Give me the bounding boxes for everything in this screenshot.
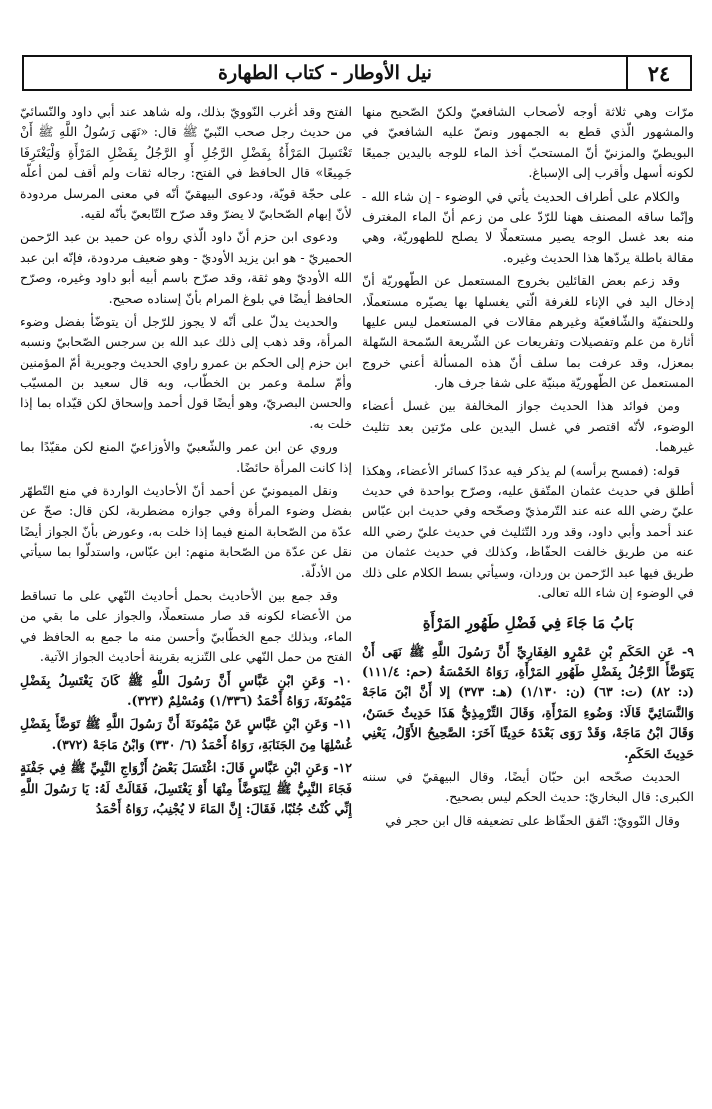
section-heading: بَابُ مَا جَاءَ فِي فَضْلِ طَهُورِ المَرْأَةِ bbox=[422, 614, 634, 633]
paragraph: والكلام على أطراف الحديث يأتي في الوضوء - إن شاء الله - وإنّما ساقه المصنف ههنا للرّدّ على من زعم أنّ الماء المغترف منه بعد غسل الوجه يصير مستعملًا لا يصلح للطهوريّة، وهي مقالة باطلة يردّها هذا الحديث وغيره. bbox=[362, 188, 694, 265]
paragraph: ونقل الميمونيّ عن أحمد أنّ الأحاديث الواردة في منع التّطهّر بفضل وضوء المرأة وفي جوازه مضطربة، لكن قال: صحّ عن عدّة من الصّحابة المنع فيما إذا خلت به، وعورض بأنّ الجواز أيضًا نقل عن عدّة من الصّحابة منهم: ابن عبّاس، واستدلّوا بما سيأتي من الأدلّة. bbox=[20, 483, 352, 580]
paragraph: وقال النّوويّ: اتّفق الحفّاظ على تضعيفه قال ابن حجر في bbox=[385, 812, 680, 828]
page-number: ٢٤ bbox=[626, 57, 690, 89]
paragraph: الفتح وقد أغرب النّوويّ بذلك، وله شاهد عند أبي داود والنّسائيّ من حديث رجل صحب النّبيّ ﷺ قال: «نَهَى رَسُولُ اللَّهِ ﷺ أَنْ تَغْتَسِلَ المَرْأَةُ بِفَضْلِ الرَّجُلِ أَوِ الرَّجُلُ بِفَضْلِ المَرْأَةِ وَلْيَغْتَرِفَا جَمِيعًا» قال الحافظ في الفتح: رجاله ثقات ولم أقف لمن أعلّه على حجّة قويّة، ودعوى البيهقيّ أنّه في معنى المرسل مردودة لأنّ إبهام الصّحابيّ لا يضرّ وقد صرّح التّابعيّ بأنّه لقيه. bbox=[20, 104, 352, 221]
left-column bbox=[20, 102, 352, 1102]
paragraph: وقد جمع بين الأحاديث بحمل أحاديث النّهي على ما تساقط من الأعضاء لكونه قد صار مستعملًا، والجواز على ما بقي من الماء، وبذلك جمع الخطّابيّ وأحسن منه ما جمع به الحافظ في الفتح من حمل النّهي على التّنزيه بقرينة أحاديث الجواز الآتية. bbox=[20, 587, 352, 665]
paragraph: الحديث صحّحه ابن حبّان أيضًا، وقال البيهقيّ في سننه الكبرى: قال البخاريّ: حديث الحكم ليس بصحيح. bbox=[362, 769, 694, 805]
hadith-text: ١٠- وَعَنِ ابْنِ عَبَّاسٍ أَنَّ رَسُولَ اللَّهِ ﷺ كَانَ يَغْتَسِلُ بِفَضْلِ مَيْمُونَةَ، رَوَاهُ أَحْمَدُ (١/٣٣٦) وَمُسْلِمٌ (٣٢٣). bbox=[20, 672, 352, 708]
paragraph: ودعوى ابن حزم أنّ داود الّذي رواه عن حميد بن عبد الرّحمن الحميريّ - هو ابن يزيد الأوديّ - وهو ضعيف مردودة، فإنّه ابن عبد الله الأوديّ وهو ثقة، وقد صرّح باسم أبيه أبو داود وغيره، وصرّح الحافظ أيضًا في بلوغ المرام بأنّ إسناده صحيح. bbox=[20, 229, 352, 306]
running-title: نيل الأوطار - كتاب الطهارة bbox=[218, 62, 432, 84]
paragraph: ومن فوائد هذا الحديث جواز المخالفة بين غسل أعضاء الوضوء، لأنّه اقتصر في غسل اليدين على مرّتين بعد تثليث غيرهما. bbox=[362, 398, 694, 455]
paragraph: وقد زعم بعض القائلين بخروج المستعمل عن الطّهوريّة أنّ إدخال اليد في الإناء للغرفة الّتي يغسلها بها يصيّره مستعملًا، وللحنفيّة والشّافعيّة وغيرهم مقالات في المستعمل ليس عليها أثارة من علم وتفصيلات وتفريعات عن الشّريعة السّمحة السّهلة بمعزل، وقد عرفت بما سلف أنّ هذه المسألة أعني خروج المستعمل عن الطّهوريّة مبنيّة على شفا جرف هار. bbox=[362, 273, 694, 391]
page-header bbox=[22, 55, 692, 91]
paragraph: وروي عن ابن عمر والشّعبيّ والأوزاعيّ المنع لكن مقيّدًا بما إذا كانت المرأة حائضًا. bbox=[20, 439, 352, 475]
paragraph: قوله: (فمسح برأسه) لم يذكر فيه عددًا كسائر الأعضاء، وهكذا أطلق في حديث عثمان المتّفق عليه، وصرّح بواحدة في حديث عليّ رضي الله عنه عند التّرمذيّ وصحّحه وفي حديث ابن عبّاس عند أحمد وأبي داود، وقد ورد التّثليث في حديث عليّ رضي الله عنه من طريق خالفت الحفّاظ، وكذلك في حديث عثمان من طريق فيها عبد الرّحمن بن وردان، وسيأتي بسط الكلام على ذلك في الوضوء إن شاء الله تعالى. bbox=[362, 462, 694, 600]
paragraph: والحديث يدلّ على أنّه لا يجوز للرّجل أن يتوضّأ بفضل وضوء المرأة، وقد ذهب إلى ذلك عبد الله بن سرجس الصّحابيّ ونسبه ابن حزم إلى الحكم بن عمرو راوي الحديث وجويرية أمّ المؤمنين وأمّ سلمة وعمر بن الخطّاب، وبه قال سعيد بن المسيّب والحسن البصريّ، وهو أيضًا قول أحمد وإسحاق لكن قيّداه بما إذا خلت به. bbox=[20, 313, 352, 431]
hadith-text: ١٢- وَعَنِ ابْنِ عَبَّاسٍ قَالَ: اغْتَسَلَ بَعْضُ أَزْوَاجِ النَّبِيِّ ﷺ فِي جَفْنَةٍ فَجَاءَ النَّبِيُّ ﷺ لِيَتَوَضَّأَ مِنْهَا أَوْ يَغْتَسِلَ، فَقَالَتْ لَهُ: يَا رَسُولَ اللَّهِ إِنِّي كُنْتُ جُنُبًا، فَقَالَ: إِنَّ المَاءَ لا يُجْنِبُ، رَوَاهُ أَحْمَدُ bbox=[20, 760, 352, 816]
right-column bbox=[362, 102, 694, 1102]
hadith-text: ٩- عَنِ الحَكَمِ بْنِ عَمْرٍو الغِفَارِيِّ أَنَّ رَسُولَ اللَّهِ ﷺ نَهَى أَنْ يَتَوَضَّأَ الرَّجُلُ بِفَضْلِ طَهُورِ المَرْأَةِ، رَوَاهُ الخَمْسَةُ (حم: ١١١/٤) (د: ٨٢) (ت: ٦٣) (ن: ١/١٣٠) (هـ: ٣٧٣) إلا أَنَّ ابْنَ مَاجَهْ وَالنَّسَائِيَّ قَالَا: وَضُوءِ المَرْأَةِ، وَقَالَ التِّرْمِذِيُّ هَذَا حَدِيثٌ حَسَنٌ، وَقَالَ ابْنُ مَاجَهْ، وَقَدْ رَوَى بَعْدَهُ حَدِيثًا آخَرَ: الصَّحِيحُ الأَوَّلُ، يَعْنِي حَدِيثَ الحَكَمِ. bbox=[362, 643, 694, 761]
hadith-text: ١١- وَعَنِ ابْنِ عَبَّاسٍ عَنْ مَيْمُونَةَ أَنَّ رَسُولَ اللَّهِ ﷺ تَوَضَّأَ بِفَضْلِ غُسْلِهَا مِنَ الجَنَابَةِ، رَوَاهُ أَحْمَدُ (٦/ ٣٣٠) وَابْنُ مَاجَهْ (٣٧٢). bbox=[20, 716, 352, 752]
paragraph: مرّات وهي ثلاثة أوجه لأصحاب الشافعيّ ولكنّ الصّحيح منها والمشهور الّذي قطع به الجمهور ونصّ عليه الشافعيّ في البويطيّ والمزنيّ أنّ المستحبّ أخذ الماء للوجه باليدين جميعًا لكونه أسهل وأقرب إلى الإسباغ. bbox=[362, 104, 694, 181]
